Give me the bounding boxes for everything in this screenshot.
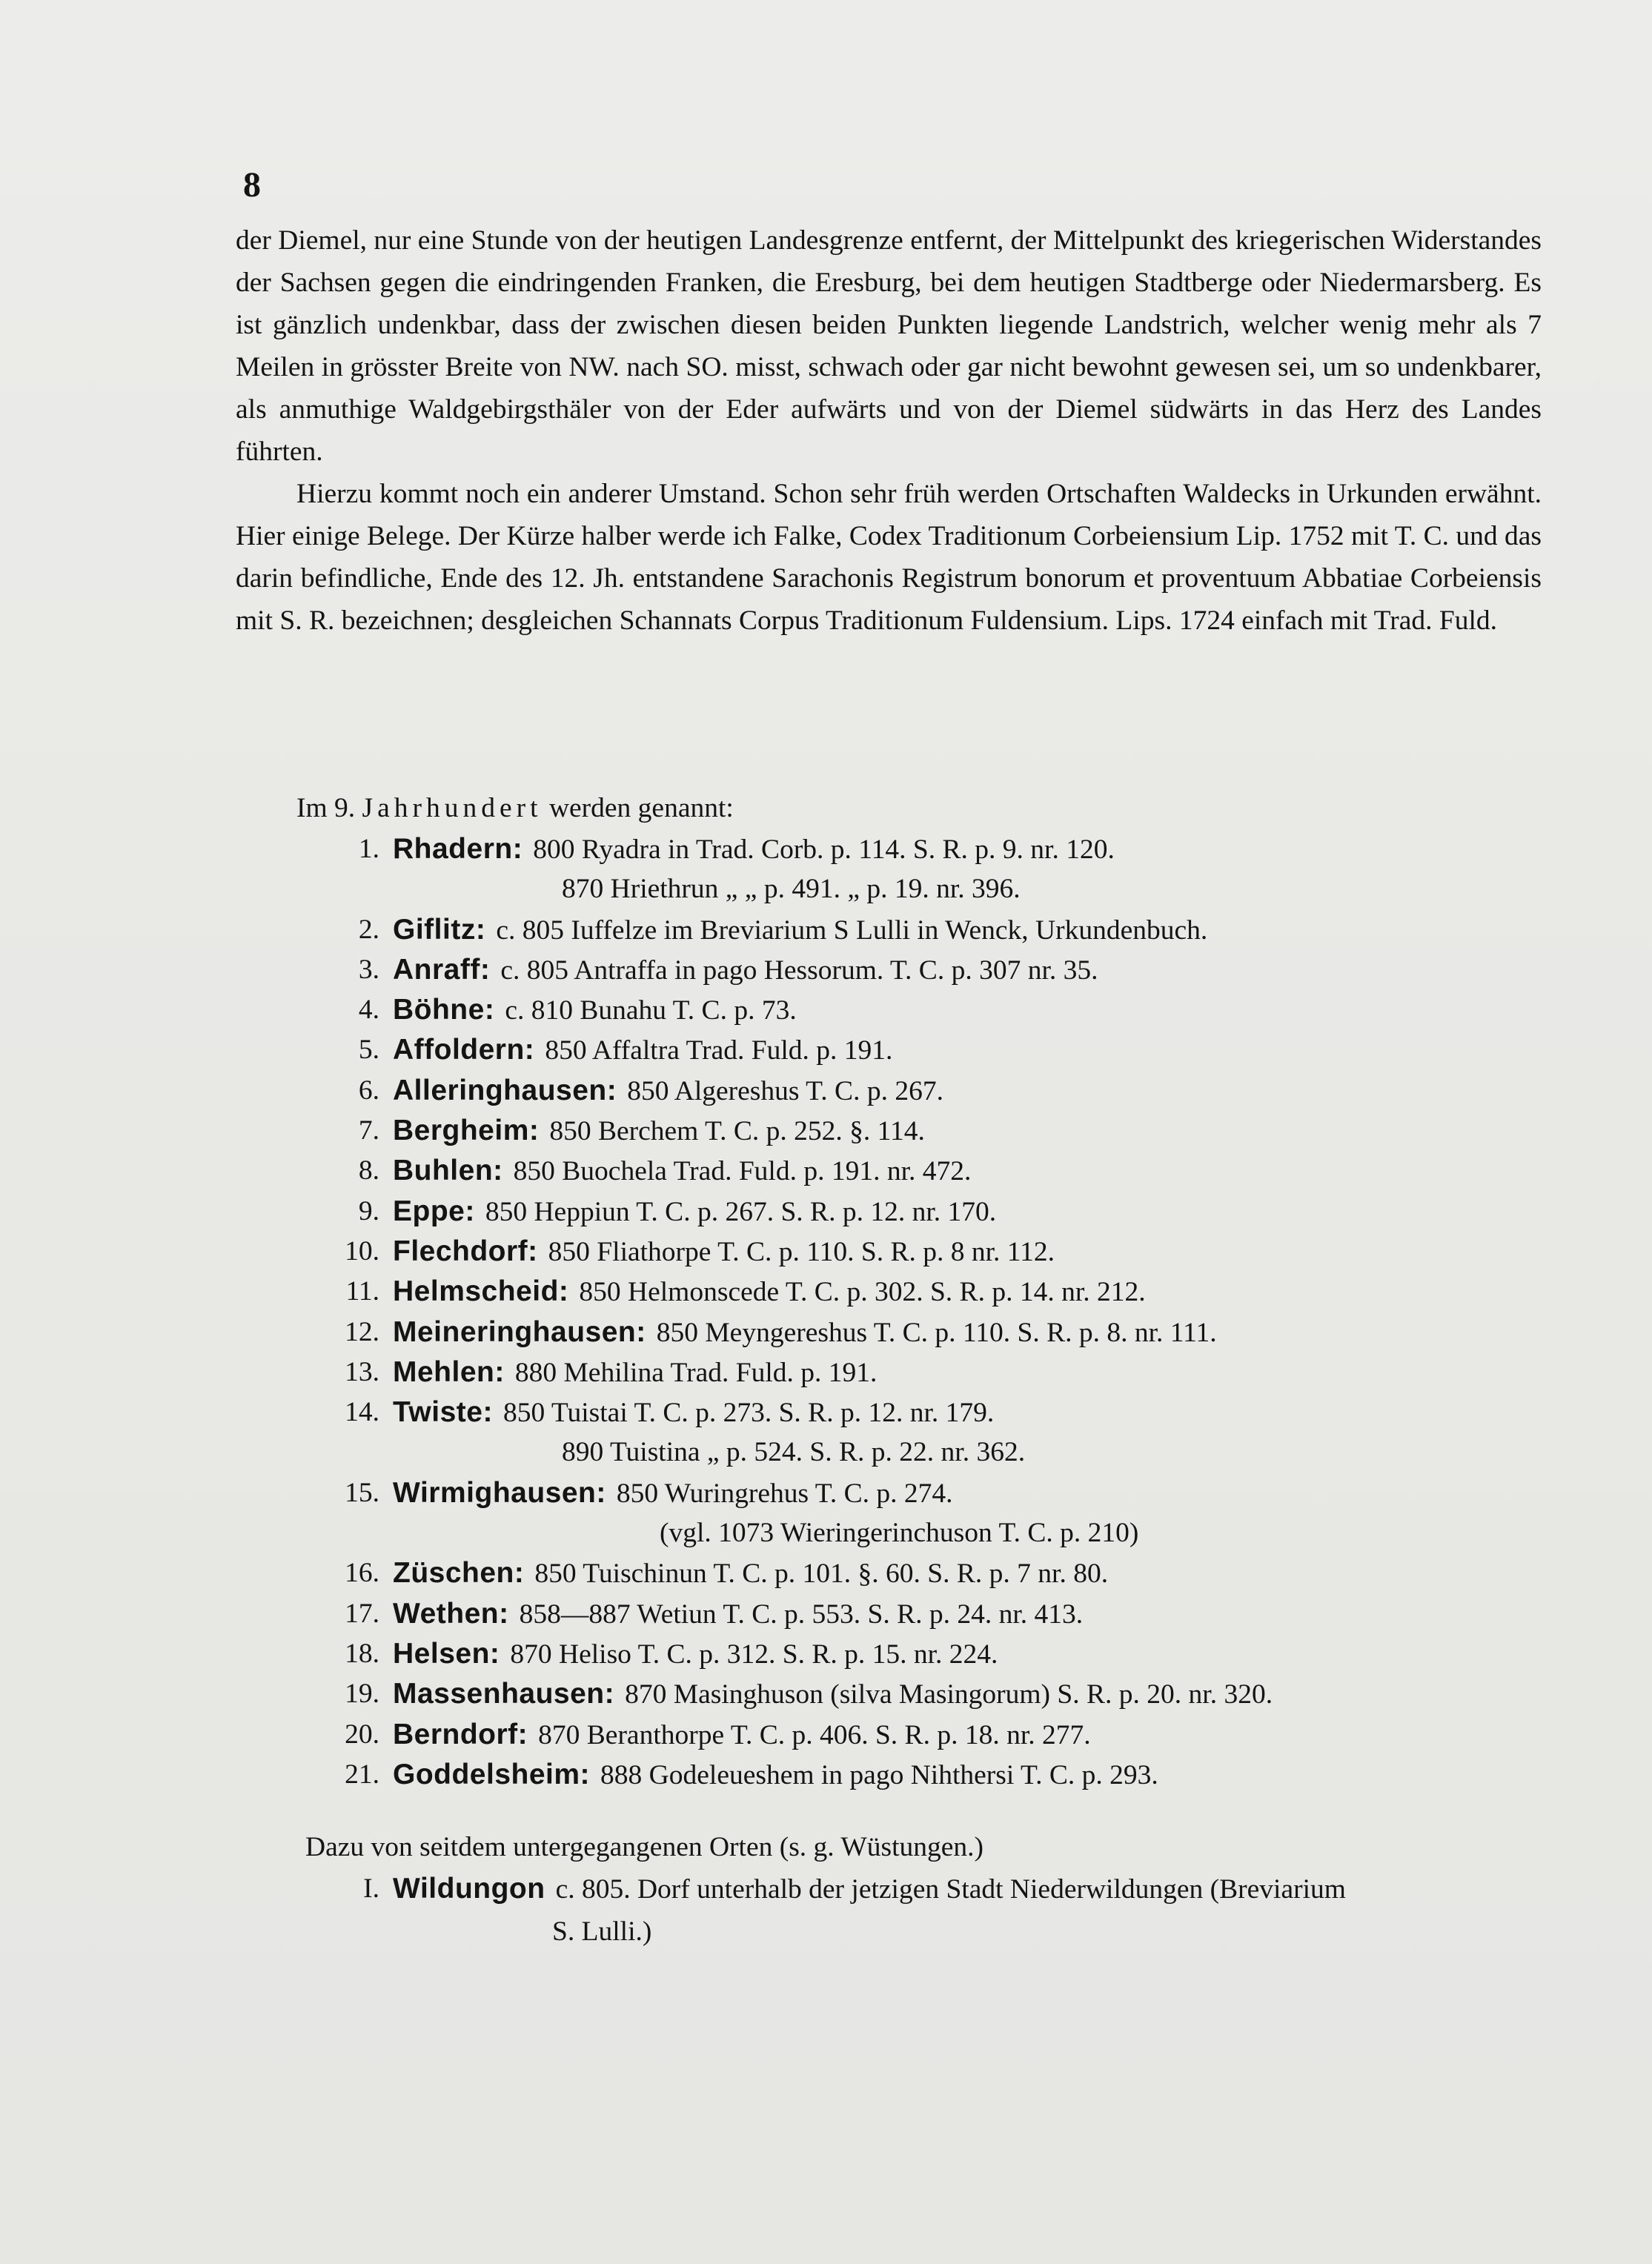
- item-text: 850 Fliathorpe T. C. p. 110. S. R. p. 8 nr. 112.: [548, 1236, 1055, 1267]
- place-name: Meineringhausen:: [393, 1315, 646, 1348]
- item-number: 3.: [358, 954, 379, 985]
- place-name: Berndorf:: [393, 1718, 528, 1750]
- lost-places-heading: Dazu von seitdem untergegangenen Orten (s. g. Wüstungen.): [305, 1832, 984, 1862]
- item-text: 850 Buochela Trad. Fuld. p. 191. nr. 472.: [513, 1156, 972, 1187]
- list-item: [0, 1312, 1652, 1352]
- section-heading: [296, 787, 734, 829]
- place-name: Bergheim:: [393, 1115, 540, 1147]
- section-heading-prefix: Im 9.: [296, 793, 356, 823]
- place-name: Twiste:: [393, 1396, 493, 1429]
- section-heading-suffix: werden genannt:: [548, 793, 734, 823]
- place-name: Wildungon: [393, 1873, 545, 1905]
- item-text: 850 Berchem T. C. p. 252. §. 114.: [549, 1116, 925, 1147]
- list-item: [0, 1192, 1652, 1232]
- item-text: 880 Mehilina Trad. Fuld. p. 191.: [514, 1357, 878, 1388]
- page-number: 8: [243, 165, 261, 205]
- list-item: [0, 990, 1652, 1030]
- list-item: [0, 1715, 1652, 1755]
- place-name: Helsen:: [393, 1637, 500, 1670]
- item-text: 858—887 Wetiun T. C. p. 553. S. R. p. 24. nr. 413.: [519, 1599, 1084, 1630]
- item-text: 870 Heliso T. C. p. 312. S. R. p. 15. nr. 224.: [510, 1639, 998, 1670]
- place-name: Giflitz:: [393, 913, 486, 946]
- item-text: 850 Heppiun T. C. p. 267. S. R. p. 12. nr. 170.: [485, 1196, 997, 1227]
- list-item: [0, 1352, 1652, 1392]
- item-number: 15.: [345, 1477, 379, 1508]
- list-item: [0, 1473, 1652, 1513]
- item-number: 18.: [345, 1638, 379, 1669]
- list-item: [0, 1674, 1652, 1714]
- item-text: 850 Meyngereshus T. C. p. 110. S. R. p. 8. nr. 111.: [656, 1317, 1217, 1348]
- list-item: [0, 1232, 1652, 1272]
- item-number: 11.: [345, 1276, 379, 1307]
- place-name: Helmscheid:: [393, 1275, 569, 1308]
- place-name: Rhadern:: [393, 833, 523, 865]
- list-item: [0, 1111, 1652, 1151]
- list-item: [0, 1030, 1652, 1070]
- item-number: I.: [363, 1873, 379, 1904]
- place-name: Wirmighausen:: [393, 1476, 606, 1509]
- list-item-continuation: [0, 1513, 1652, 1553]
- item-number: 7.: [358, 1115, 379, 1146]
- item-text: 850 Algereshus T. C. p. 267.: [627, 1075, 943, 1106]
- item-number: 4.: [358, 995, 379, 1026]
- place-name: Affoldern:: [393, 1034, 535, 1066]
- list-item: [0, 1392, 1652, 1433]
- item-number: 12.: [345, 1316, 379, 1347]
- item-text: 870 Masinghuson (silva Masingorum) S. R. p. 20. nr. 320.: [625, 1679, 1273, 1710]
- place-name: Eppe:: [393, 1195, 475, 1227]
- item-text: c. 805 Antraffa in pago Hessorum. T. C. p. 307 nr. 35.: [500, 955, 1098, 986]
- place-name: Züschen:: [393, 1557, 525, 1590]
- list-item-continuation: [0, 869, 1652, 909]
- place-name: Flechdorf:: [393, 1235, 538, 1267]
- list-item: [0, 1071, 1652, 1111]
- item-number: 9.: [358, 1195, 379, 1226]
- item-text: 850 Helmonscede T. C. p. 302. S. R. p. 14. nr. 212.: [579, 1277, 1146, 1308]
- item-text: 850 Tuischinun T. C. p. 101. §. 60. S. R. p. 7 nr. 80.: [534, 1558, 1109, 1590]
- list-item: [0, 950, 1652, 990]
- place-name: Anraff:: [393, 953, 491, 986]
- paragraph-2: Hierzu kommt noch ein anderer Umstand. Schon sehr früh werden Ortschaften Waldecks in Urkunden erwähnt. Hier einige Belege. Der Kürze halber werde ich Falke, Codex Traditionum Corbeiensium Lip. 1752 mit T. C. und das darin befindliche, Ende des 12. Jh. entstandene Sarachonis Registrum bonorum et proventuum Abbatiae Corbeiensis mit S. R. bezeichnen; desgleichen Schannats Corpus Traditionum Fuldensium. Lips. 1724 einfach mit Trad. Fuld.: [236, 479, 1542, 636]
- list-item: [0, 1272, 1652, 1312]
- item-text: 850 Tuistai T. C. p. 273. S. R. p. 12. nr. 179.: [502, 1398, 995, 1429]
- item-number: 16.: [345, 1558, 379, 1589]
- place-name: Wethen:: [393, 1597, 509, 1630]
- item-text: 850 Wuringrehus T. C. p. 274.: [616, 1478, 953, 1509]
- list-item: [0, 1755, 1652, 1795]
- place-name: Böhne:: [393, 994, 495, 1026]
- item-number: 21.: [345, 1759, 379, 1790]
- list-item: [0, 829, 1652, 869]
- item-text: 800 Ryadra in Trad. Corb. p. 114. S. R. p. 9. nr. 120.: [533, 834, 1115, 865]
- item-number: 1.: [358, 834, 379, 864]
- item-text: 888 Godeleueshem in pago Nihthersi T. C. p. 293.: [600, 1759, 1158, 1790]
- place-name: Alleringhausen:: [393, 1074, 617, 1106]
- list-item: [0, 1594, 1652, 1634]
- list-item: [0, 1553, 1652, 1593]
- item-text: 870 Beranthorpe T. C. p. 406. S. R. p. 18. nr. 277.: [538, 1719, 1091, 1750]
- item-text: c. 805. Dorf unterhalb der jetzigen Stadt Niederwildungen (Breviarium: [555, 1874, 1346, 1905]
- list-item-continuation: [0, 1433, 1652, 1473]
- item-text-continuation: (vgl. 1073 Wieringerinchuson T. C. p. 210): [660, 1518, 1139, 1549]
- item-text-continuation: 870 Hriethrun „ „ p. 491. „ p. 19. nr. 396.: [562, 874, 1021, 905]
- place-name: Goddelsheim:: [393, 1758, 591, 1790]
- item-text-continuation: S. Lulli.): [552, 1916, 652, 1947]
- paragraph-1: der Diemel, nur eine Stunde von der heutigen Landesgrenze entfernt, der Mittelpunkt des kriegerischen Widerstandes der Sachsen gegen die eindringenden Franken, die Eresburg, bei dem heutigen Stadtberge oder Niedermarsberg. Es ist gänzlich undenkbar, dass der zwischen diesen beiden Punkten liegende Landstrich, welcher wenig mehr als 7 Meilen in grösster Breite von NW. nach SO. misst, schwach oder gar nicht bewohnt gewesen sei, um so undenkbarer, als anmuthige Waldgebirgsthäler von der Eder aufwärts und von der Diemel südwärts in das Herz des Landes führten.: [236, 225, 1542, 467]
- item-number: 5.: [358, 1035, 379, 1066]
- place-name: Mehlen:: [393, 1355, 505, 1388]
- item-number: 17.: [345, 1598, 379, 1629]
- list-item: [0, 1151, 1652, 1191]
- item-text: c. 810 Bunahu T. C. p. 73.: [505, 995, 797, 1026]
- intro-text: [236, 219, 1542, 642]
- item-text-continuation: 890 Tuistina „ p. 524. S. R. p. 22. nr. 362.: [562, 1437, 1026, 1468]
- place-name: Buhlen:: [393, 1155, 503, 1187]
- list-item: [0, 910, 1652, 950]
- item-text: 850 Affaltra Trad. Fuld. p. 191.: [545, 1035, 893, 1066]
- place-name: Massenhausen:: [393, 1678, 615, 1710]
- item-number: 14.: [345, 1397, 379, 1428]
- item-text: c. 805 Iuffelze im Breviarium S Lulli in Wenck, Urkundenbuch.: [496, 914, 1208, 946]
- item-number: 2.: [358, 914, 379, 945]
- item-number: 6.: [358, 1075, 379, 1106]
- item-number: 20.: [345, 1719, 379, 1750]
- item-number: 8.: [358, 1155, 379, 1186]
- item-number: 10.: [345, 1235, 379, 1267]
- place-list: [0, 829, 1652, 1795]
- item-number: 13.: [345, 1356, 379, 1387]
- list-item: [0, 1634, 1652, 1674]
- item-number: 19.: [345, 1679, 379, 1710]
- section-heading-century: Jahrhundert: [362, 793, 543, 823]
